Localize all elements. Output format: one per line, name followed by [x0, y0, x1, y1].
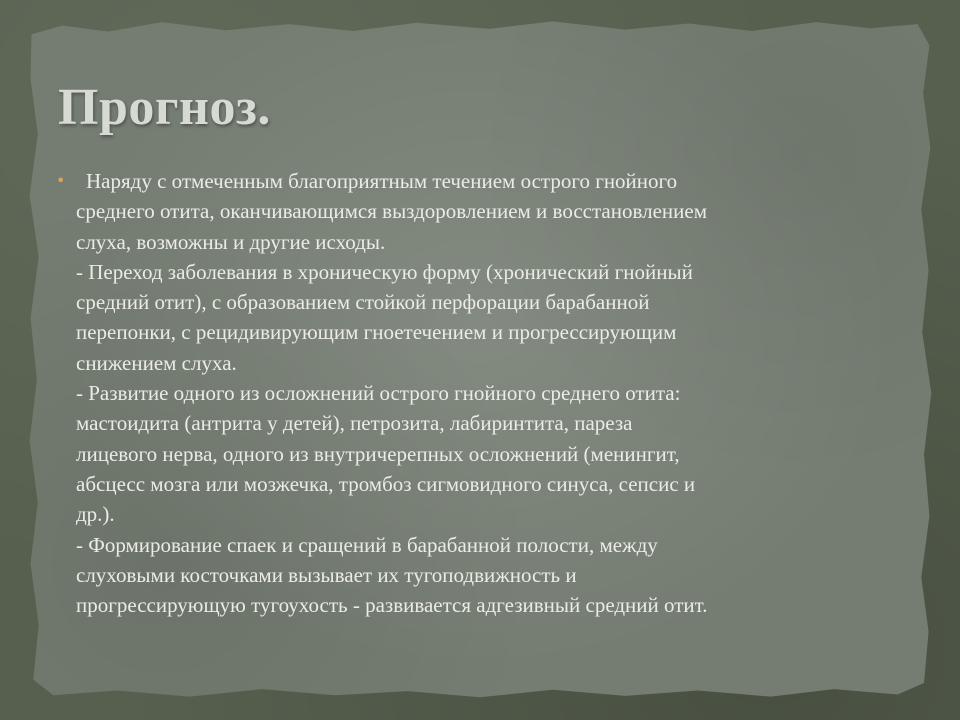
- body-line: снижением слуха.: [76, 350, 237, 375]
- body-line: др.).: [76, 502, 115, 527]
- body-line: слуховыми косточками вызывает их тугоподвижность и: [76, 562, 577, 587]
- body-line: - Переход заболевания в хроническую форму (хронический гнойный: [76, 259, 693, 284]
- body-line: абсцесс мозга или мозжечка, тромбоз сигмовидного синуса, сепсис и: [76, 471, 696, 496]
- body-text: [76, 166, 906, 620]
- body-line: среднего отита, оканчивающимся выздоровлением и восстановлением: [76, 199, 708, 224]
- body-line: лицевого нерва, одного из внутричерепных осложнений (менингит,: [76, 441, 680, 466]
- body-line: прогрессирующую тугоухость - развивается адгезивный средний отит.: [76, 593, 708, 618]
- body-line: слуха, возможны и другие исходы.: [76, 229, 386, 254]
- body-line: - Развитие одного из осложнений острого гнойного среднего отита:: [76, 381, 681, 406]
- body-line: средний отит), с образованием стойкой перфорации барабанной: [76, 290, 650, 315]
- slide-body: [56, 166, 906, 620]
- body-line: Наряду с отмеченным благоприятным течением острого гнойного: [86, 169, 678, 193]
- body-line: - Формирование спаек и сращений в барабанной полости, между: [76, 532, 658, 557]
- body-line: перепонки, с рецидивирующим гноетечением и прогрессирующим: [76, 320, 677, 345]
- bullet-icon: •: [56, 171, 66, 190]
- slide-title: Прогноз.: [58, 79, 271, 136]
- body-line: мастоидита (антрита у детей), петрозита, лабиринтита, пареза: [76, 411, 633, 436]
